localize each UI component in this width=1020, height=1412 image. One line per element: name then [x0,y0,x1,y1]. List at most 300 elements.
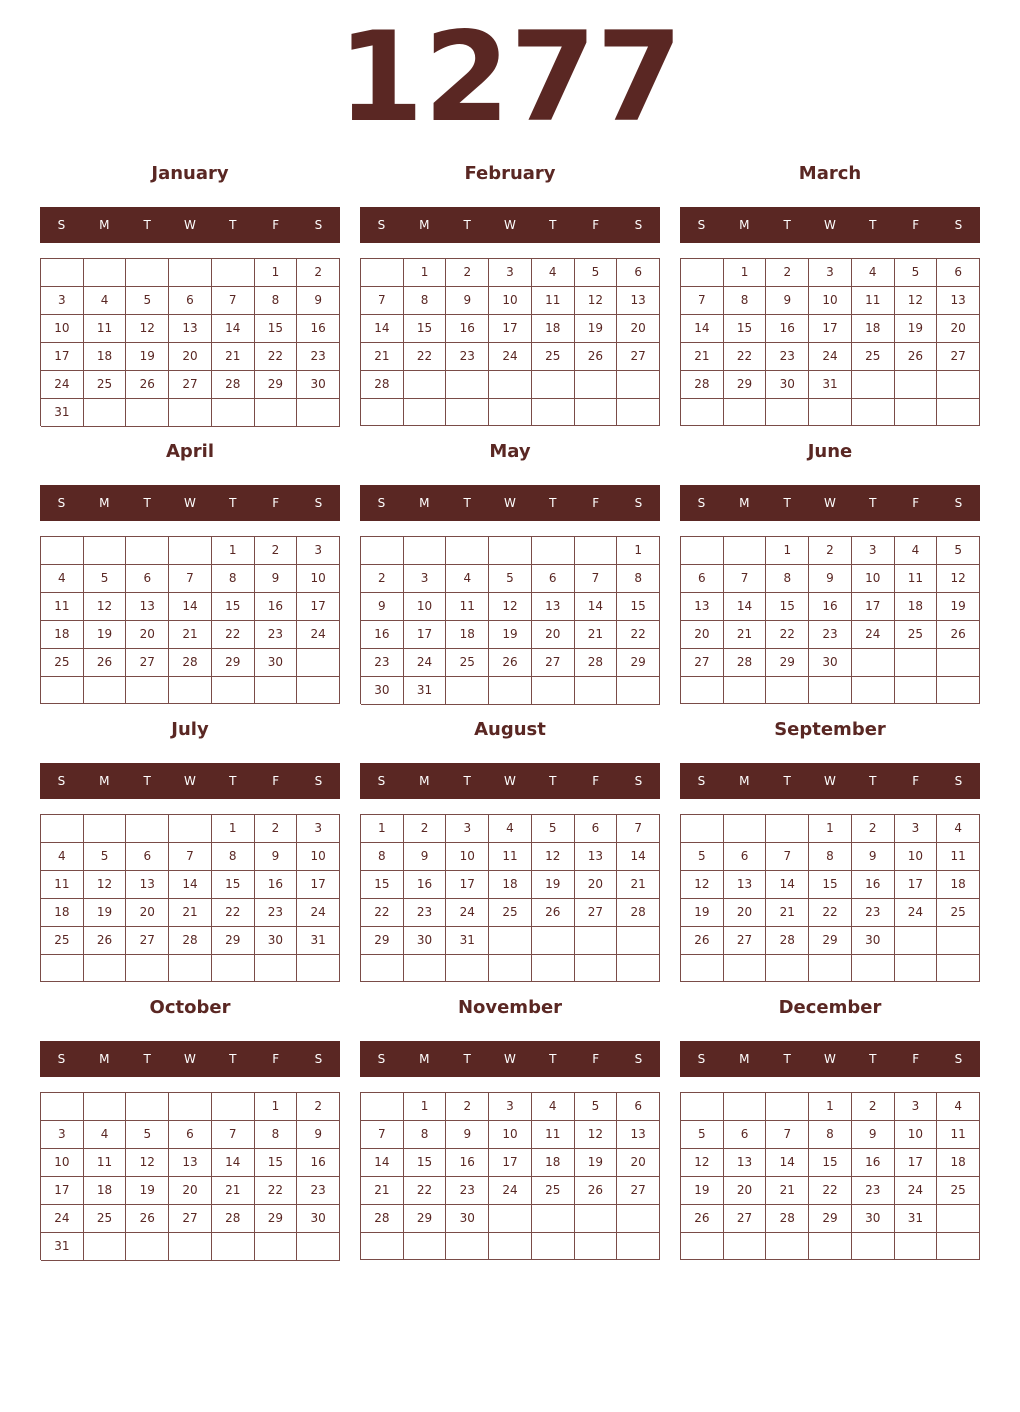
month-title: July [171,719,209,740]
day-cell: 26 [575,343,618,371]
weekday-label: S [634,218,643,232]
day-cell [681,537,724,565]
day-cell [446,677,489,705]
weekday-header [680,763,980,799]
day-cell [532,371,575,399]
day-cell: 29 [809,1205,852,1233]
day-cell [575,677,618,705]
month-february [360,160,660,438]
day-cell: 3 [446,815,489,843]
day-cell: 6 [937,259,980,287]
weekday-header [360,207,660,243]
day-cell: 29 [617,649,660,677]
weekday-label: F [912,1052,920,1066]
day-cell: 4 [532,1093,575,1121]
day-cell: 4 [41,843,84,871]
day-cell: 30 [255,649,298,677]
day-cell: 1 [404,259,447,287]
day-cell: 19 [84,621,127,649]
day-cell: 26 [126,1205,169,1233]
day-cell: 9 [852,843,895,871]
day-cell: 24 [852,621,895,649]
day-cell [809,1233,852,1260]
weekday-label: T [143,496,151,510]
day-cell: 23 [809,621,852,649]
day-cell: 2 [361,565,404,593]
day-cell [532,955,575,982]
day-cell [532,399,575,426]
month-title: April [165,441,215,462]
day-cell: 27 [532,649,575,677]
day-cell: 7 [681,287,724,315]
weekday-header [360,485,660,521]
day-cell: 17 [297,593,340,621]
day-cell: 16 [297,1149,340,1177]
day-cell: 12 [575,1121,618,1149]
day-cell: 11 [937,843,980,871]
day-cell: 25 [41,927,84,955]
day-cell: 8 [809,1121,852,1149]
weekday-label: M [419,774,430,788]
day-cell: 20 [169,1177,212,1205]
month-october [40,994,340,1272]
day-cell: 21 [575,621,618,649]
day-cell [617,371,660,399]
day-cell: 23 [255,621,298,649]
day-cell [724,399,767,426]
day-cell: 26 [681,1205,724,1233]
day-cell [297,677,340,704]
day-cell: 10 [404,593,447,621]
weekday-label: S [57,774,66,788]
day-cell: 6 [169,1121,212,1149]
weekday-label: M [99,1052,110,1066]
day-cell: 7 [169,843,212,871]
day-cell: 14 [617,843,660,871]
day-cell [575,399,618,426]
day-cell: 22 [361,899,404,927]
day-cell: 27 [169,1205,212,1233]
day-cell: 11 [84,315,127,343]
weekday-label: F [272,774,280,788]
day-cell [126,677,169,704]
day-cell [404,371,447,399]
weekday-label: T [229,774,237,788]
day-cell: 20 [937,315,980,343]
day-cell: 10 [809,287,852,315]
weekday-label: W [184,774,196,788]
weekday-label: T [463,774,471,788]
day-cell: 10 [297,565,340,593]
day-cell: 13 [169,1149,212,1177]
day-cell [937,1233,980,1260]
weekday-label: M [419,1052,430,1066]
day-cell: 15 [255,315,298,343]
day-cell [404,537,447,565]
weekday-label: T [229,496,237,510]
weekday-label: F [912,218,920,232]
weekday-label: S [954,496,963,510]
day-cell [809,677,852,704]
day-cell: 20 [126,899,169,927]
day-cell: 19 [532,871,575,899]
day-cell: 12 [84,871,127,899]
day-cell: 16 [255,593,298,621]
day-cell [681,1233,724,1260]
day-cell: 24 [297,621,340,649]
day-cell: 30 [361,677,404,705]
day-cell [852,371,895,399]
day-cell [532,1233,575,1260]
day-cell [724,955,767,982]
day-cell: 12 [489,593,532,621]
day-cell: 21 [681,343,724,371]
day-cell: 28 [617,899,660,927]
day-cell [575,1205,618,1233]
day-cell: 15 [255,1149,298,1177]
day-cell: 31 [41,1233,84,1261]
weekday-label: S [314,774,323,788]
day-cell: 20 [724,1177,767,1205]
weekday-label: F [272,218,280,232]
weekday-label: T [783,774,791,788]
day-cell: 13 [617,287,660,315]
day-grid [360,258,660,426]
day-cell: 26 [126,371,169,399]
weekday-label: M [99,496,110,510]
day-cell: 2 [255,537,298,565]
month-title: January [151,163,229,184]
day-cell: 26 [84,649,127,677]
day-cell: 24 [41,1205,84,1233]
day-cell [852,1233,895,1260]
day-cell: 21 [617,871,660,899]
day-cell [446,955,489,982]
weekday-header [40,763,340,799]
day-cell: 26 [84,927,127,955]
day-cell: 2 [404,815,447,843]
day-cell: 7 [766,1121,809,1149]
day-cell: 19 [681,899,724,927]
day-cell: 30 [852,1205,895,1233]
day-cell: 18 [937,871,980,899]
day-cell [575,371,618,399]
day-cell: 7 [724,565,767,593]
day-cell [489,955,532,982]
day-cell: 1 [404,1093,447,1121]
day-cell: 13 [169,315,212,343]
day-cell: 7 [361,287,404,315]
weekday-label: F [592,496,600,510]
month-title: March [798,163,862,184]
day-cell: 3 [489,1093,532,1121]
weekday-label: W [824,496,836,510]
day-cell: 17 [404,621,447,649]
day-cell: 29 [766,649,809,677]
day-cell: 28 [361,1205,404,1233]
weekday-label: M [739,496,750,510]
day-cell [41,537,84,565]
day-cell: 19 [937,593,980,621]
day-cell [297,399,340,427]
weekday-label: S [314,496,323,510]
day-cell: 1 [212,815,255,843]
day-cell: 13 [937,287,980,315]
day-cell [575,537,618,565]
weekday-label: W [184,218,196,232]
day-cell: 21 [169,621,212,649]
day-cell: 2 [297,1093,340,1121]
day-cell [297,955,340,982]
day-cell: 22 [212,621,255,649]
weekday-label: T [869,774,877,788]
day-cell [852,399,895,426]
month-title: June [807,441,853,462]
day-cell [126,1093,169,1121]
month-march [680,160,980,438]
day-grid [680,536,980,704]
weekday-header [680,485,980,521]
day-cell [532,927,575,955]
day-cell: 19 [575,1149,618,1177]
day-cell: 15 [724,315,767,343]
day-cell: 6 [617,259,660,287]
day-cell: 5 [126,287,169,315]
day-cell: 1 [809,815,852,843]
weekday-label: S [634,496,643,510]
day-cell: 5 [681,843,724,871]
day-cell: 14 [724,593,767,621]
day-cell: 8 [809,843,852,871]
day-cell [84,815,127,843]
day-cell: 8 [404,1121,447,1149]
day-cell: 1 [255,259,298,287]
day-cell: 9 [446,1121,489,1149]
day-cell: 3 [809,259,852,287]
day-cell: 25 [532,343,575,371]
day-cell: 28 [212,1205,255,1233]
day-cell: 23 [852,899,895,927]
day-cell: 31 [404,677,447,705]
day-cell: 12 [532,843,575,871]
day-cell: 11 [41,871,84,899]
day-cell [809,955,852,982]
day-cell: 29 [809,927,852,955]
day-cell: 12 [681,1149,724,1177]
day-cell: 12 [126,315,169,343]
day-cell: 17 [489,315,532,343]
day-cell [255,1233,298,1261]
day-cell: 27 [937,343,980,371]
day-cell: 29 [724,371,767,399]
day-cell: 14 [361,1149,404,1177]
day-cell: 22 [404,343,447,371]
month-july [40,716,340,994]
weekday-label: T [463,496,471,510]
day-cell [852,955,895,982]
day-cell: 22 [255,1177,298,1205]
day-cell: 27 [169,371,212,399]
day-cell: 12 [84,593,127,621]
day-cell: 24 [895,899,938,927]
day-cell [489,677,532,705]
day-cell: 26 [575,1177,618,1205]
day-cell [41,677,84,704]
day-cell [84,1093,127,1121]
day-cell: 8 [404,287,447,315]
day-cell: 20 [126,621,169,649]
day-cell: 20 [575,871,618,899]
day-cell: 29 [212,649,255,677]
day-cell: 20 [169,343,212,371]
month-title: September [774,719,886,740]
day-cell: 18 [532,315,575,343]
day-cell: 23 [766,343,809,371]
day-cell: 15 [809,871,852,899]
day-cell: 8 [212,843,255,871]
day-cell: 28 [681,371,724,399]
day-cell [724,1093,767,1121]
day-cell: 30 [766,371,809,399]
day-cell: 27 [681,649,724,677]
day-cell: 21 [766,1177,809,1205]
month-title: May [489,441,531,462]
day-cell: 20 [532,621,575,649]
day-cell [766,815,809,843]
day-cell [84,259,127,287]
day-cell: 3 [297,537,340,565]
day-cell [361,259,404,287]
day-cell [937,1205,980,1233]
day-cell: 3 [852,537,895,565]
month-may [360,438,660,716]
day-cell: 18 [895,593,938,621]
day-cell: 28 [169,927,212,955]
day-cell: 29 [404,1205,447,1233]
day-cell: 16 [361,621,404,649]
day-cell: 7 [766,843,809,871]
day-cell: 30 [404,927,447,955]
day-cell [126,955,169,982]
day-cell [489,371,532,399]
weekday-label: T [783,218,791,232]
day-cell: 11 [489,843,532,871]
weekday-label: T [869,218,877,232]
month-title: August [474,719,546,740]
weekday-label: S [697,774,706,788]
day-cell: 21 [361,1177,404,1205]
day-cell [361,955,404,982]
day-cell: 13 [126,593,169,621]
day-cell: 31 [895,1205,938,1233]
day-cell: 18 [937,1149,980,1177]
day-cell: 5 [126,1121,169,1149]
weekday-label: F [912,496,920,510]
weekday-label: F [592,218,600,232]
day-cell [126,1233,169,1261]
day-cell [212,955,255,982]
day-cell [84,955,127,982]
day-cell [212,259,255,287]
day-cell: 26 [532,899,575,927]
day-cell: 19 [84,899,127,927]
day-cell: 28 [724,649,767,677]
day-cell: 9 [404,843,447,871]
weekday-label: S [697,1052,706,1066]
day-cell: 16 [297,315,340,343]
month-december [680,994,980,1272]
day-cell: 16 [852,871,895,899]
month-january [40,160,340,438]
day-cell [169,259,212,287]
day-cell [404,399,447,426]
day-cell: 17 [895,1149,938,1177]
day-cell [895,927,938,955]
weekday-header [40,1041,340,1077]
day-cell: 14 [212,1149,255,1177]
weekday-label: S [377,1052,386,1066]
day-cell: 7 [212,287,255,315]
day-cell: 6 [126,565,169,593]
day-cell [681,955,724,982]
weekday-label: T [549,496,557,510]
day-cell: 24 [41,371,84,399]
day-cell: 16 [255,871,298,899]
day-cell: 10 [895,1121,938,1149]
weekday-label: F [912,774,920,788]
day-cell: 24 [489,1177,532,1205]
day-cell: 3 [41,1121,84,1149]
day-cell [169,955,212,982]
day-cell [681,259,724,287]
day-cell: 15 [766,593,809,621]
weekday-label: F [272,496,280,510]
day-cell: 19 [575,315,618,343]
month-june [680,438,980,716]
day-cell: 16 [404,871,447,899]
day-cell [852,649,895,677]
day-cell [169,399,212,427]
day-grid [360,1092,660,1260]
day-grid [40,814,340,982]
weekday-label: W [504,1052,516,1066]
day-cell: 5 [681,1121,724,1149]
day-cell: 16 [809,593,852,621]
day-cell: 20 [681,621,724,649]
weekday-header [680,1041,980,1077]
day-cell [41,815,84,843]
weekday-label: F [592,774,600,788]
day-cell: 8 [361,843,404,871]
day-cell: 10 [41,1149,84,1177]
day-cell: 28 [361,371,404,399]
day-cell: 24 [404,649,447,677]
weekday-label: W [824,1052,836,1066]
day-cell: 28 [766,1205,809,1233]
day-cell: 30 [255,927,298,955]
day-cell: 13 [575,843,618,871]
day-cell [895,677,938,704]
day-cell: 25 [41,649,84,677]
day-cell: 24 [809,343,852,371]
weekday-label: F [592,1052,600,1066]
day-cell [446,537,489,565]
day-cell: 17 [41,343,84,371]
day-cell [575,955,618,982]
day-cell [937,927,980,955]
day-cell [532,537,575,565]
day-cell [681,815,724,843]
